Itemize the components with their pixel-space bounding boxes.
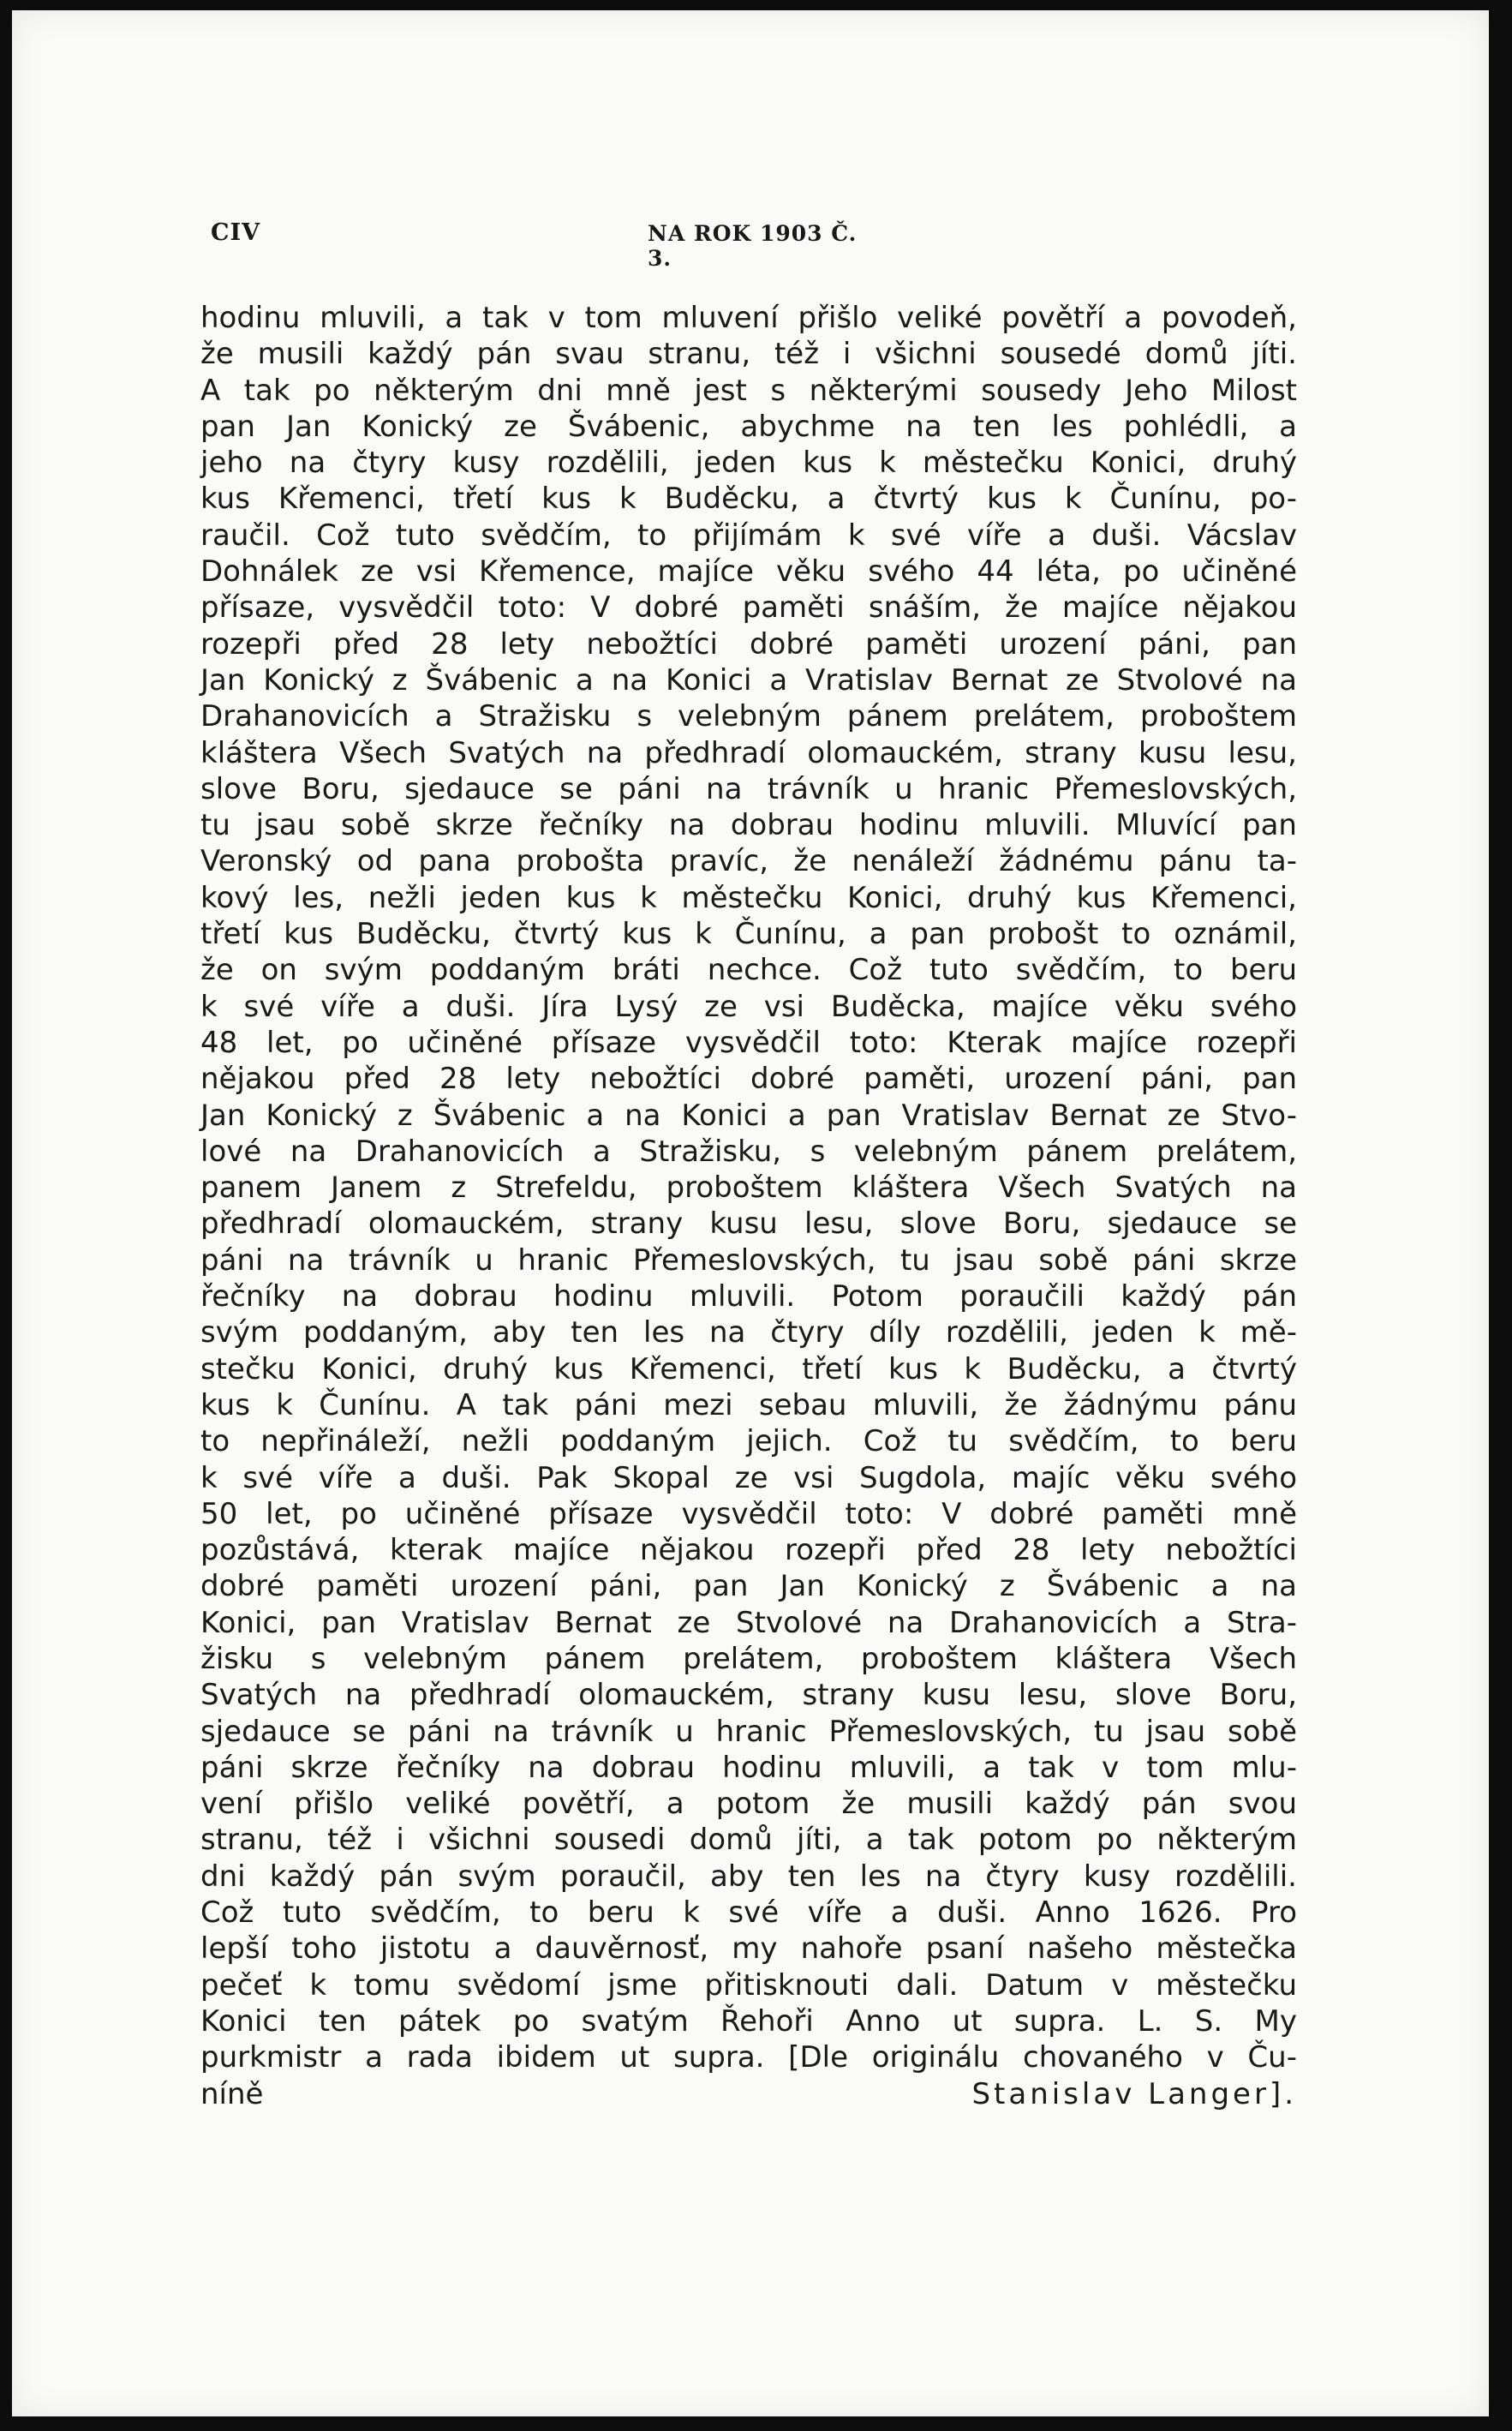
text-line: sjedauce se páni na trávník u hranic Přemeslovských, tu jsau sobě bbox=[200, 1714, 1297, 1749]
text-line: dni každý pán svým poraučil, aby ten les na čtyry kusy rozdělili. bbox=[200, 1859, 1297, 1894]
text-line: pečeť k tomu svědomí jsme přitisknouti dali. Datum v městečku bbox=[200, 1967, 1297, 2003]
text-line: panem Janem z Strefeldu, proboštem kláštera Všech Svatých na bbox=[200, 1171, 1297, 1206]
text-line: pan Jan Konický ze Švábenic, abychme na ten les pohlédli, a bbox=[200, 409, 1297, 444]
text-line: lepší toho jistotu a dauvěrnosť, my nahoře psaní našeho městečka bbox=[200, 1931, 1297, 1967]
text-line: Svatých na předhradí olomauckém, strany kusu lesu, slove Boru, bbox=[200, 1678, 1297, 1713]
text-line: že musili každý pán svau stranu, též i všichni sousedé domů jíti. bbox=[200, 337, 1297, 372]
text-line: pozůstává, kterak majíce nějakou rozepři před 28 lety nebožtíci bbox=[200, 1533, 1297, 1568]
text-line: A tak po některým dni mně jest s některými sousedy Jeho Milost bbox=[200, 373, 1297, 408]
page-number: CIV bbox=[211, 219, 261, 246]
text-line: Dohnálek ze vsi Křemence, majíce věku svého 44 léta, po učiněné bbox=[200, 554, 1297, 590]
signature: Stanislav Langer]. bbox=[971, 2076, 1297, 2111]
text-line: páni skrze řečníky na dobrau hodinu mluvili, a tak v tom mlu- bbox=[200, 1750, 1297, 1785]
text-line: Jan Konický z Švábenic a na Konici a pan Vratislav Bernat ze Stvo- bbox=[200, 1098, 1297, 1133]
text-line: raučil. Což tuto svědčím, to přijímám k své víře a duši. Vácslav bbox=[200, 518, 1297, 553]
text-line: žisku s velebným pánem prelátem, proboštem kláštera Všech bbox=[200, 1641, 1297, 1676]
text-line: svým poddaným, aby ten les na čtyry díly rozdělili, jeden k mě- bbox=[200, 1315, 1297, 1350]
text-line: 48 let, po učiněné přísaze vysvědčil toto: Kterak majíce rozepři bbox=[200, 1025, 1297, 1060]
text-line: třetí kus Buděcku, čtvrtý kus k Čunínu, a pan probošt to oznámil, bbox=[200, 917, 1297, 952]
text-line: kový les, nežli jeden kus k městečku Konici, druhý kus Křemenci, bbox=[200, 880, 1297, 915]
text-line: dobré paměti urození páni, pan Jan Konický z Švábenic a na bbox=[200, 1569, 1297, 1604]
text-line: lové na Drahanovicích a Stražisku, s velebným pánem prelátem, bbox=[200, 1134, 1297, 1169]
body-text bbox=[200, 300, 1297, 2112]
text-line: to nepřináleží, nežli poddaným jejich. Což tu svědčím, to beru bbox=[200, 1424, 1297, 1459]
text-line: kláštera Všech Svatých na předhradí olomauckém, strany kusu lesu, bbox=[200, 735, 1297, 770]
text-line: jeho na čtyry kusy rozdělili, jeden kus k městečku Konici, druhý bbox=[200, 446, 1297, 481]
text-line: Konici, pan Vratislav Bernat ze Stvolové na Drahanovicích a Stra- bbox=[200, 1605, 1297, 1640]
text-line: kus k Čunínu. A tak páni mezi sebau mluvili, že žádnýmu pánu bbox=[200, 1387, 1297, 1422]
text-line: purkmistr a rada ibidem ut supra. [Dle originálu chovaného v Ču- bbox=[200, 2040, 1297, 2075]
text-line: Veronský od pana probošta pravíc, že nenáleží žádnému pánu ta- bbox=[200, 844, 1297, 879]
text-line: stranu, též i všichni sousedi domů jíti, a tak potom po některým bbox=[200, 1823, 1297, 1858]
text-line: Jan Konický z Švábenic a na Konici a Vratislav Bernat ze Stvolové na bbox=[200, 662, 1297, 698]
text-line: tu jsau sobě skrze řečníky na dobrau hodinu mluvili. Mluvící pan bbox=[200, 808, 1297, 843]
text-line: předhradí olomauckém, strany kusu lesu, slove Boru, sjedauce se bbox=[200, 1207, 1297, 1242]
text-line: řečníky na dobrau hodinu mluvili. Potom poraučili každý pán bbox=[200, 1279, 1297, 1314]
text-line: k své víře a duši. Jíra Lysý ze vsi Buděcka, majíce věku svého bbox=[200, 989, 1297, 1024]
text-line: stečku Konici, druhý kus Křemenci, třetí kus k Buděcku, a čtvrtý bbox=[200, 1351, 1297, 1386]
text-line: Konici ten pátek po svatým Řehoři Anno ut supra. L. S. My bbox=[200, 2003, 1297, 2039]
text-line: hodinu mluvili, a tak v tom mluvení přišlo veliké povětří a povodeň, bbox=[200, 301, 1297, 335]
text-line: přísaze, vysvědčil toto: V dobré paměti snáším, že majíce nějakou bbox=[200, 590, 1297, 626]
text-line: k své víře a duši. Pak Skopal ze vsi Sugdola, majíc věku svého bbox=[200, 1460, 1297, 1495]
page-header bbox=[211, 219, 879, 271]
text-line: nějakou před 28 lety nebožtíci dobré paměti, urození páni, pan bbox=[200, 1062, 1297, 1097]
closing-line-left: níně bbox=[200, 2076, 264, 2111]
text-line: Drahanovicích a Stražisku s velebným pánem prelátem, proboštem bbox=[200, 699, 1297, 734]
text-line: kus Křemenci, třetí kus k Buděcku, a čtvrtý kus k Čunínu, po- bbox=[200, 482, 1297, 517]
text-line: vení přišlo veliké povětří, a potom že musili každý pán svou bbox=[200, 1787, 1297, 1822]
text-line: slove Boru, sjedauce se páni na trávník u hranic Přemeslovských, bbox=[200, 771, 1297, 806]
text-line: páni na trávník u hranic Přemeslovských, tu jsau sobě páni skrze bbox=[200, 1242, 1297, 1278]
running-title: NA ROK 1903 Č. 3. bbox=[648, 221, 858, 271]
text-line: 50 let, po učiněné přísaze vysvědčil toto: V dobré paměti mně bbox=[200, 1496, 1297, 1531]
closing-line bbox=[200, 2076, 1297, 2112]
text-line: rozepři před 28 lety nebožtíci dobré paměti urození páni, pan bbox=[200, 626, 1297, 662]
text-line: Což tuto svědčím, to beru k své víře a duši. Anno 1626. Pro bbox=[200, 1895, 1297, 1931]
text-line: že on svým poddaným bráti nechce. Což tuto svědčím, to beru bbox=[200, 953, 1297, 988]
